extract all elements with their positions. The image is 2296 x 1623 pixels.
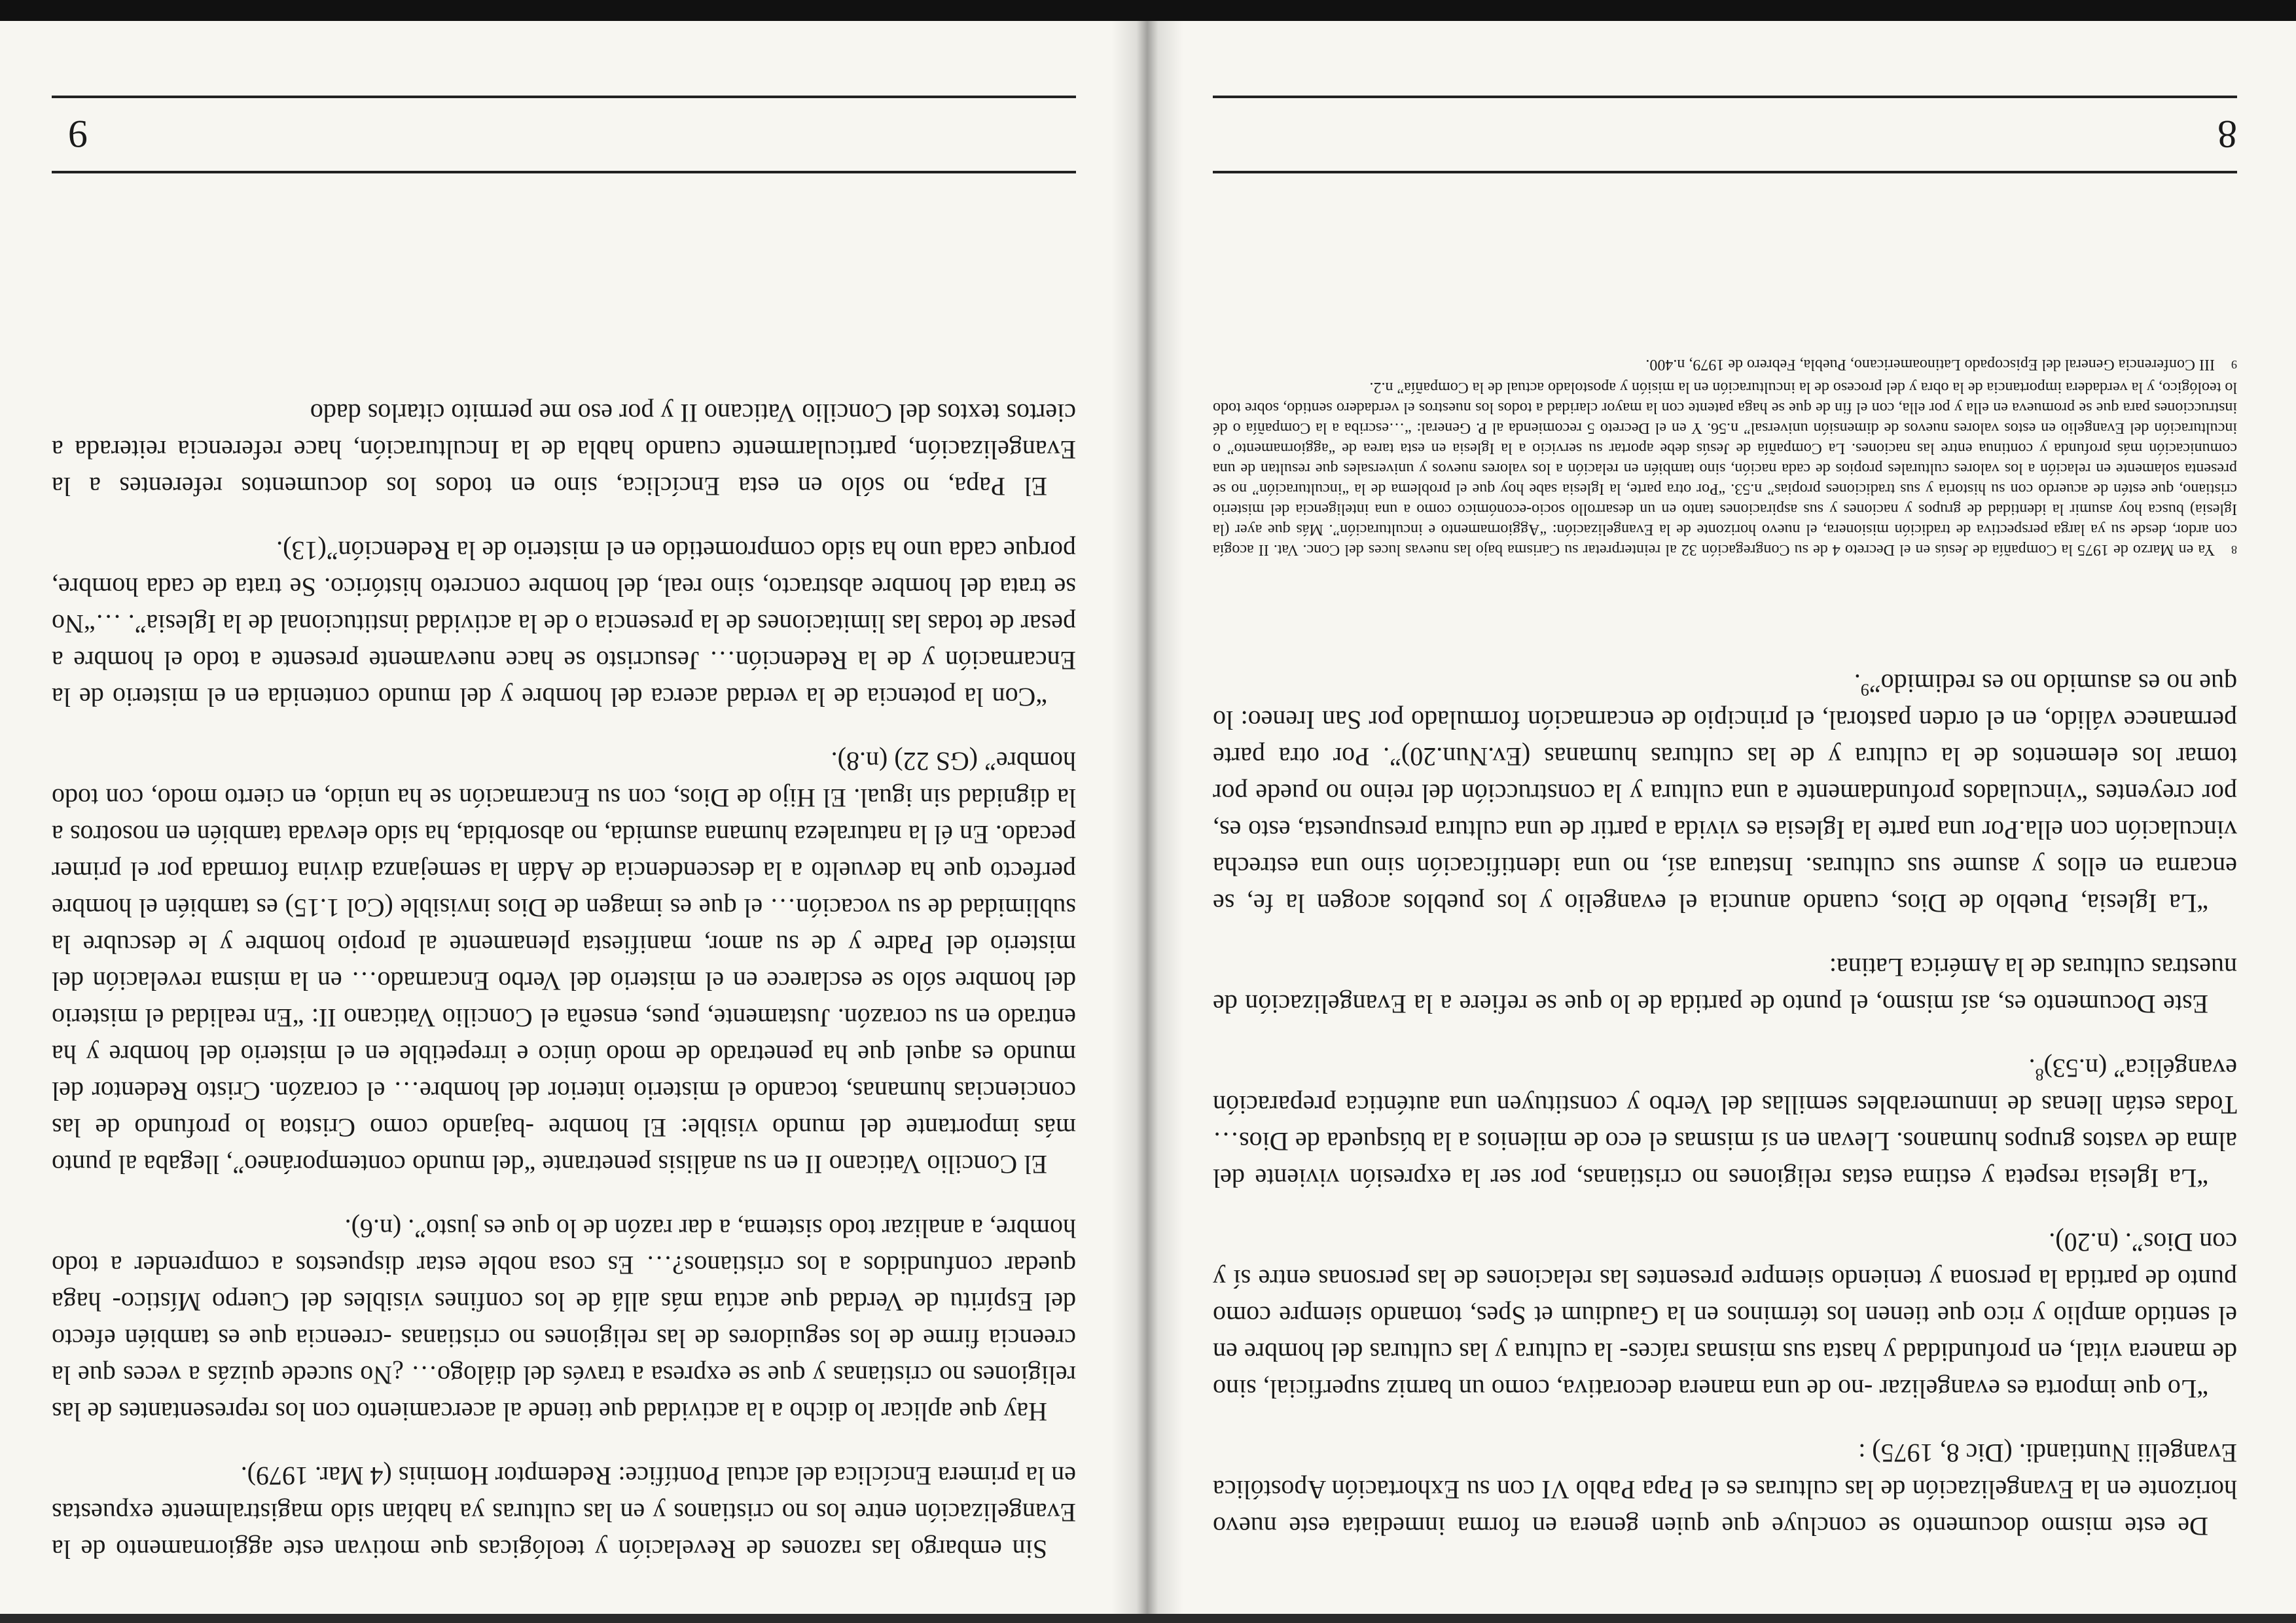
footnote-9 [1213,354,2237,374]
page-number-9: 9 [68,113,88,156]
footer-rule-right [52,96,1076,98]
footnote-9-text: III Conferencia General del Episcopado Latinoamericano, Puebla, Febrero de 1979, n.400. [1645,356,2215,373]
footnote-8-number: 8 [2231,543,2237,556]
left-page [1148,0,2296,1623]
footnote-9-number: 9 [2231,358,2237,371]
left-footnotes [1213,351,2237,560]
scan-edge-top [0,1614,2296,1623]
bottom-rule-right [52,171,1076,173]
left-paragraph-1: De este mismo documento se concluye que quien genera en forma inmediata este nuevo horizonte en la Evangelización de las culturas es el Papa Pablo VI con su Exhortación Apostólica Evangelii Nuntiandi. (Dic 8, 1975) : [1213,1438,2237,1541]
left-paragraph-3-end: . [2028,1054,2036,1083]
left-paragraph-3-text: “La Iglesia respeta y estima estas religiones no cristianas, por ser la expresión viviente del alma de vastos grupos humanos. Llevan en sí mismas el eco de milenios a la búsqueda de Dios… Todas están llenas de innumerables semillas del Verbo y constituyen una auténtica preparación evangélica” (n.53) [1213,1054,2237,1193]
footnote-ref-9: 9 [1860,680,1869,700]
footnote-ref-8: 8 [2035,1065,2044,1084]
left-paragraph-2: “Lo que importa es evangelizar -no de una manera decorativa, como un barniz superficial, sino de manera vital, en profundidad y hasta sus mismas raíces- la cultura y las culturas del hombre en el sentido amplio y rico que tienen los términos en la Gaudium et Spes, tomando siempre como punto de partida la persona y teniendo siempre presentes las relaciones de las personas entre sí y con Dios”. (n.20). [1213,1228,2237,1404]
footnote-8 [1213,377,2237,560]
right-paragraph-2: Hay que aplicar lo dicho a la actividad que tiende al acercamiento con los representantes de las religiones no cristianas y que se expresa a través del diálogo… ¿No sucede quizás a veces que la creencia firme de los seguidores de las religiones no cristianas -creencia que es también efecto del Espíritu de Verdad que actúa más allá de los confines visibles del Cuerpo Místico- haga quedar confundidos a los cristianos?… Es cosa noble estar dispuestos a comprender a todo hombre, a analizar todo sistema, a dar razón de lo que es justo”. (n.6). [52,1214,1076,1427]
right-paragraph-5: El Papa, no sólo en esta Encíclica, sino en todos los documentos referentes a la Evangelización, particularmente cuando habla de la Inculturación, hace referencia reiterada a ciertos textos del Concilio Vaticano II y por eso me permito citarlos dado [52,399,1076,501]
right-paragraph-1: Sin embargo las razones de Revelación y teológicas que motivan este aggiornamento de la Evangelización entre los no cristianos y en las culturas ya habían sido magistralmente expuestas en la primera Encíclica del actual Pontífice: Redemptor Hominis (4 Mar. 1979). [52,1461,1076,1564]
bottom-rule-left [1213,171,2237,173]
top-rule-left [1213,96,2237,98]
left-body-text [1213,637,2237,1544]
right-paragraph-3: El Concilio Vaticano II en su análisis penetrante “del mundo contemporáneo”, llegaba al punto más importante del mundo visible: El hombre -bajando como Cristoa lo profundo de las conciencias humanas, tocando el misterio interior del hombre… el corazón. Cristo Redentor del mundo es aquel que ha penetrado de modo único e irrepetible en el misterio del hombre y ha entrado en su corazón. Justamente, pues, enseña el Concilio Vaticano II: “En realidad el misterio del hombre sólo se esclarece en el misterio del Verbo Encarnado… en la misma revelación del misterio del Padre y de su amor, manifiesta plenamente al propio hombre y le descubre la sublimidad de su vocación… el que es imagen de Dios invisible (Col 1.15) es también el hombre perfecto que ha devuelto a la descendencia de Adán la semejanza divina formada por el primer pecado. En él la naturaleza humana asumida, no absorbida, ha sido elevada también en nosotros a la dignidad sin igual. El Hijo de Dios, con su Encarnación se ha unido, en cierto modo, con todo hombre” (GS 22) (n.8). [52,747,1076,1179]
left-paragraph-5-text: “La Iglesia, Pueblo de Dios, cuando anuncia el evangelio y los pueblos acogen la fe, se encarna en ellos y asume sus culturas. Instaura así, no una identificación sino una estrecha vinculación con ella.Por una parte la Iglesia es vivida a partir de una cultura presupuesta, esto es, por creyentes “vinculados profundamente a una cultura y la construcción del reino no puede por tomar los elementos de la cultura y de las culturas humanas (Ev.Nun.20)”. Por otra parte permanece válido, en el orden pastoral, el principio de encarnación formulado por San Ireneo: lo que no es asumido no es redimido” [1213,669,2237,918]
right-paragraph-4: “Con la potencia de la verdad acerca del hombre y del mundo contenida en el misterio de la Encarnación y de la Redención… Jesucristo se hace nuevamente presente a todo el hombre a pesar de todas las limitaciones de la presencia o de la actividad institucional de la Iglesia”. …“No se trata del hombre abstracto, sino real, del hombre concreto histórico. Se trata de cada hombre, porque cada uno ha sido comprometido en el misterio de la Redención”(13). [52,536,1076,712]
book-gutter-shadow [1111,0,1183,1623]
scan-edge-bottom [0,0,2296,21]
footnote-8-text: Ya en Marzo de 1975 la Compañía de Jesús en el Decreto 4 de su Congregación 32 al reinterpretar su Carisma bajo las nuevas luces del Conc. Vat. II acogía con ardor, desde su ya larga perspectiva de tradición misionera, el nuevo horizonte de la Evangelización: “Aggiornamento e inculturación”. Más que ayer (la Iglesia) busca hoy asumir la identidad de grupos y naciones y sus aspiraciones tanto en un desarrollo socio-económico como a una inteligencia del misterio cristiano, que estén de acuerdo con su historia y sus tradiciones propias” n.53. “Por otra parte, la Iglesia sabe hoy que el problema de la “inculturación” no se presenta solamente en relación a los valores culturales propios de cada nación, sino también en relación a los valores nuevos y universales que resultan de una comunicación más profunda y continua entre las naciones. La Compañía de Jesús debe aportar su servicio a la Iglesia en esta tarea de “aggiornamento” o inculturación del Evangelio en estos valores nuevos de dimensión universal” n.56. Y en el Decreto 5 recomienda al P. General: “…escriba a la Compañía o dé instrucciones para que se promueva en ella y por ella, con el fin de que se haga patente con la mayor claridad a todos los nuestros el verdadero sentido, sobre todo lo teológico, y la verdadera importancia de la obra y del proceso de la inculturación en la misión y apostolado actual de la Compañía” n.2. [1213,379,2237,558]
left-paragraph-5 [1213,665,2237,921]
left-paragraph-5-end: . [1854,669,1861,698]
left-paragraph-3 [1213,1050,2237,1196]
page-number-8: 8 [2217,113,2237,156]
right-body-text [52,367,1076,1567]
left-paragraph-4: Este Documento es, así mismo, el punto de partida de lo que se refiere a la Evangelización de nuestras culturas de la América Latina: [1213,953,2237,1019]
